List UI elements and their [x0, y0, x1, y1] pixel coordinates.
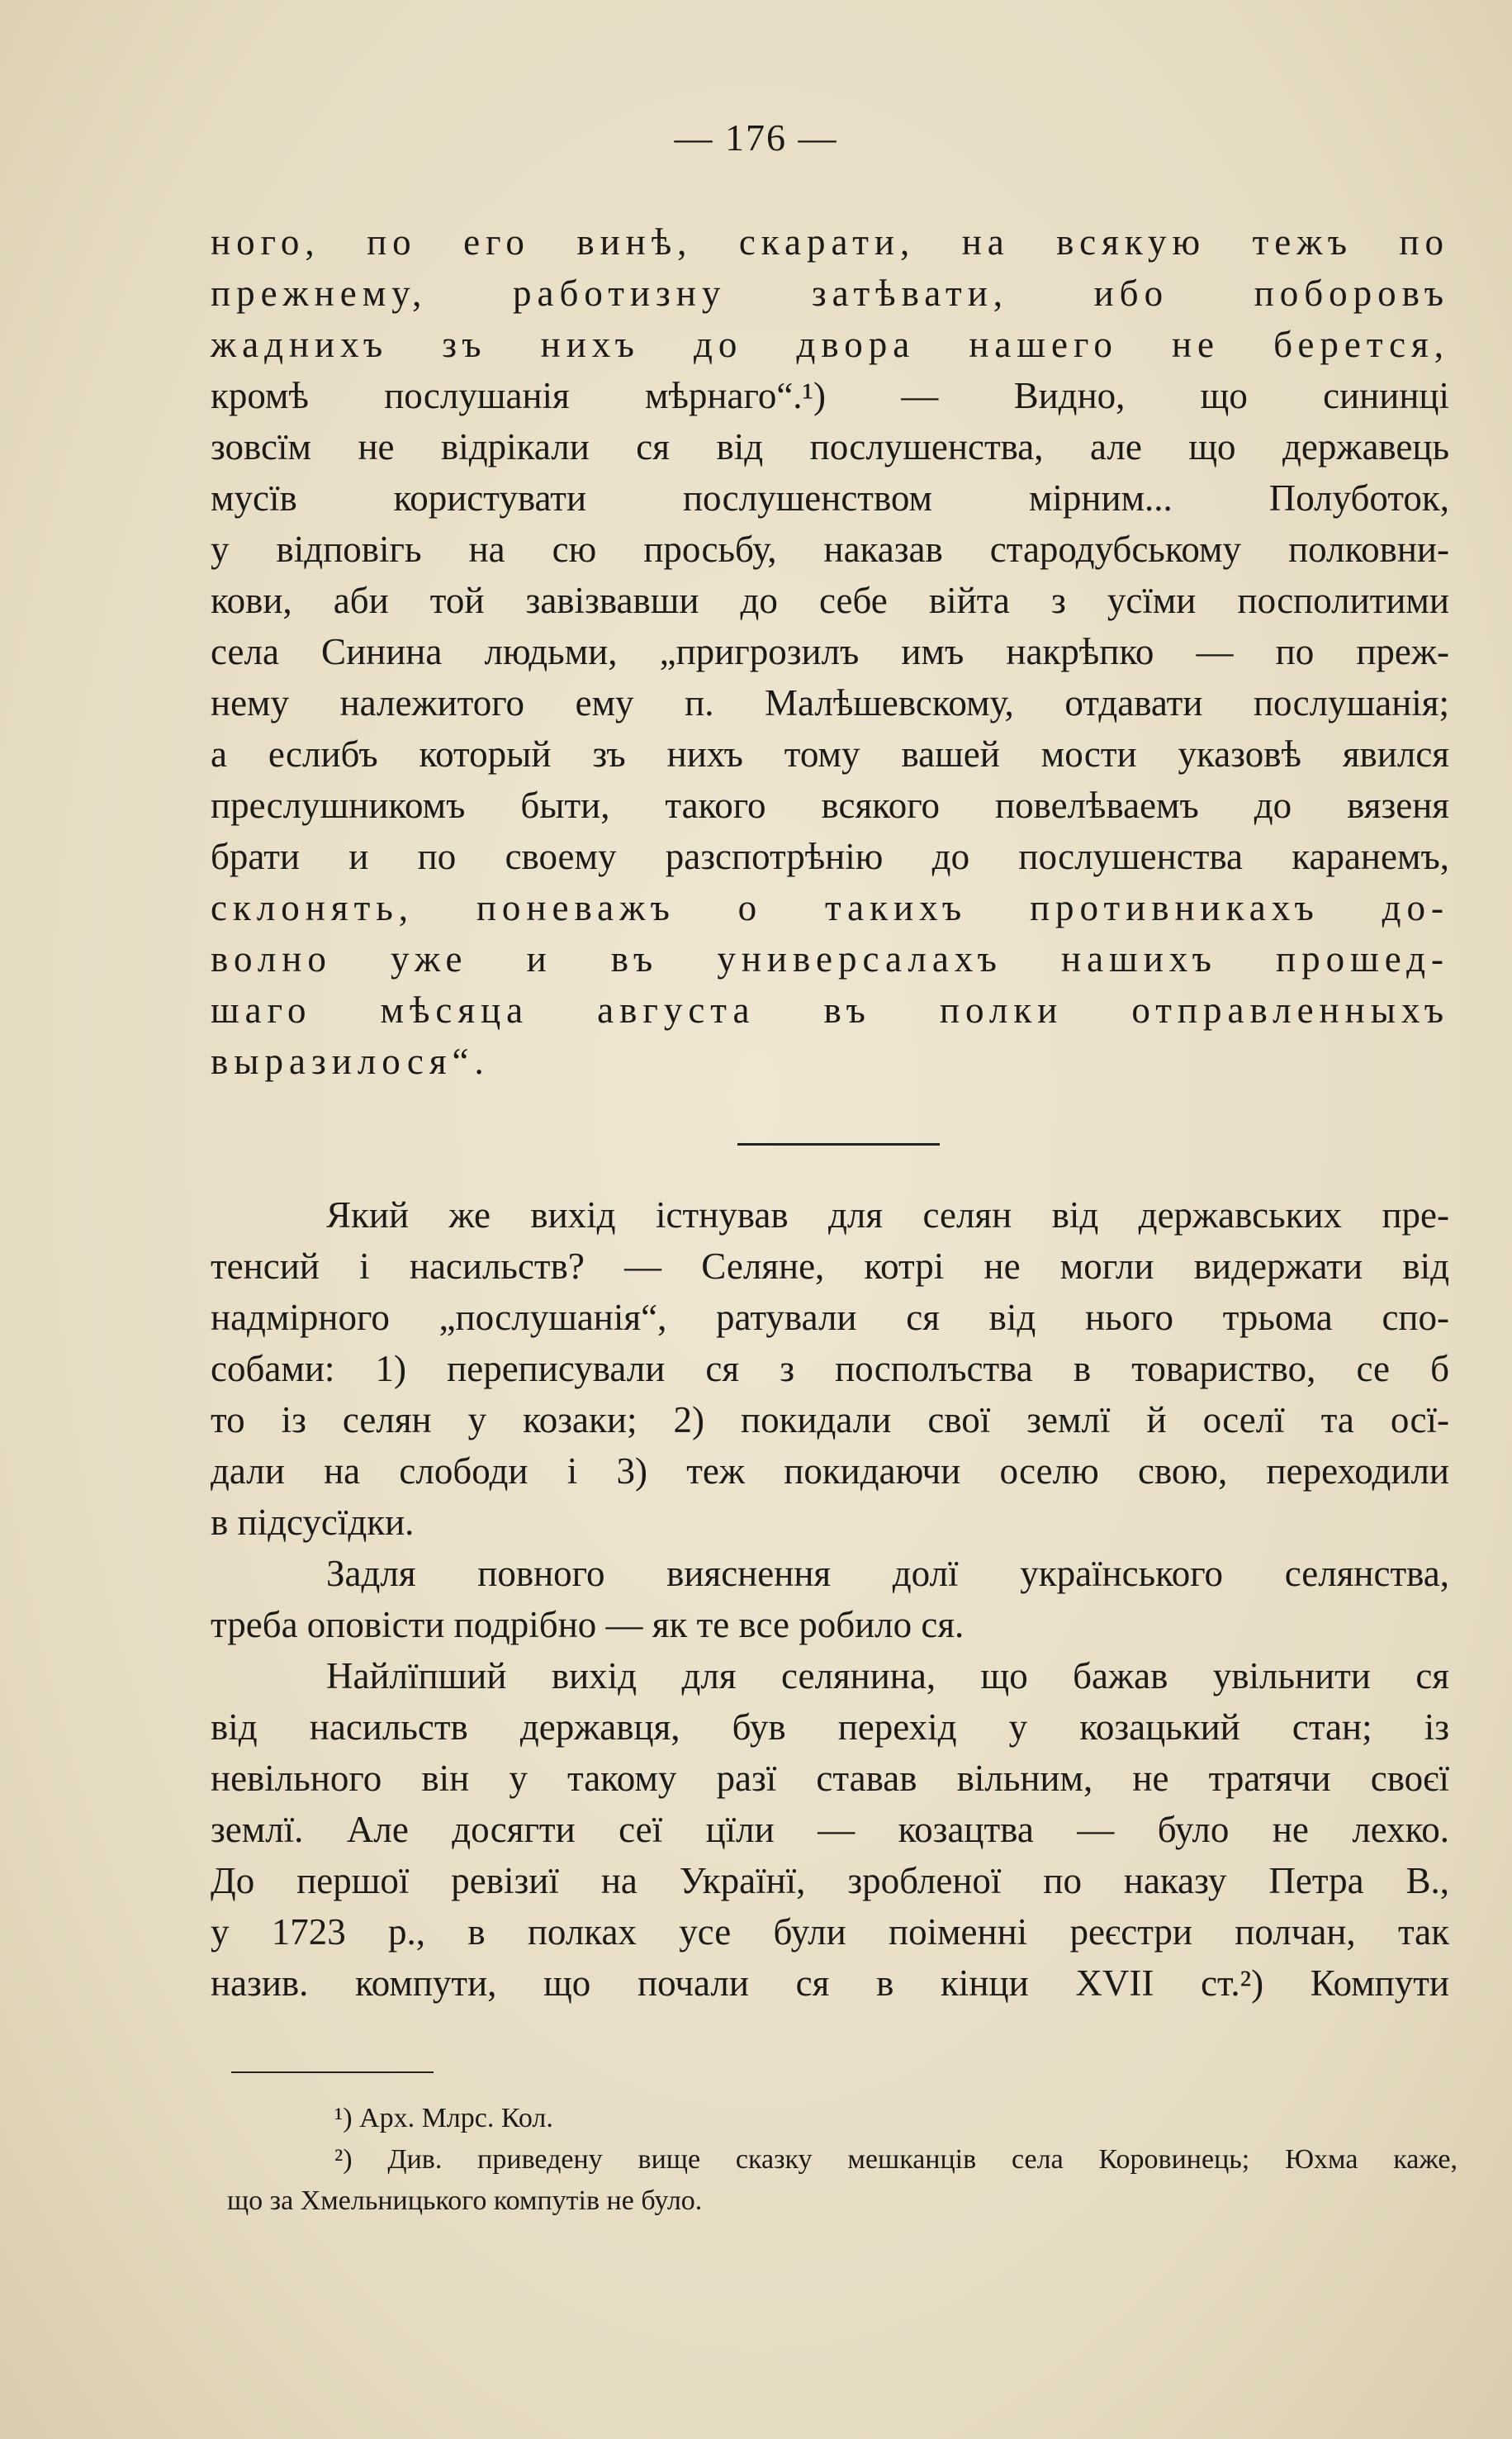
footnote-divider	[231, 2071, 434, 2073]
text-line: шаго мѣсяца августа въ полки отправленныхъ	[211, 989, 1449, 1031]
text-line: тенсий і насильств? — Селяне, котрі не могли видержати від	[211, 1246, 1449, 1287]
text-line: у 1723 р., в полках усе були поіменні реєстри полчан, так	[211, 1911, 1449, 1953]
text-line: кови, аби той завізвавши до себе війта з усїми посполитими	[211, 580, 1449, 621]
text-line: ного, по его винѣ, скарати, на всякую тежъ по	[211, 221, 1449, 263]
footnote-1: ¹) Арх. Млрс. Кол.	[334, 2103, 553, 2133]
text-line: Який же вихід істнував для селян від державських пре-	[326, 1194, 1449, 1236]
text-line: села Синина людьми, „пригрозилъ имъ накрѣпко — по преж-	[211, 631, 1449, 672]
quote-paragraph	[211, 216, 1449, 1087]
text-line: Найлїпший вихід для селянина, що бажав увільнити ся	[326, 1655, 1449, 1696]
text-line: мусїв користувати послушенством мірним... Полуботок,	[211, 477, 1449, 519]
page-number: — 176 —	[674, 116, 838, 159]
section-divider	[737, 1143, 940, 1146]
text-line: у відповігь на сю просьбу, наказав стародубському полковни-	[211, 529, 1449, 570]
text-line: жаднихъ зъ нихъ до двора нашего не берется,	[211, 324, 1449, 365]
text-line: прежнему, работизну затѣвати, ибо поборовъ	[211, 273, 1449, 314]
text-line: склонять, поневажъ о такихъ противникахъ до-	[211, 887, 1449, 928]
text-line: треба оповісти подрібно — як те все робило ся.	[211, 1604, 965, 1645]
text-line: преслушникомъ быти, такого всякого повелѣваемъ до вязеня	[211, 785, 1449, 826]
text-line: До першої ревізиї на Українї, зробленої по наказу Петра В.,	[211, 1860, 1449, 1901]
text-line: дали на слободи і 3) теж покидаючи оселю свою, переходили	[211, 1450, 1449, 1492]
text-line: нему належитого ему п. Малѣшевскому, отдавати послушанія;	[211, 682, 1449, 724]
text-line: волно уже и въ универсалахъ нашихъ прошед-	[211, 938, 1449, 980]
text-line: кромѣ послушанія мѣрнаго“.¹) — Видно, що сининці	[211, 375, 1449, 416]
footnotes	[227, 2098, 1457, 2222]
text-line: а еслибъ который зъ нихъ тому вашей мости указовѣ явился	[211, 733, 1449, 775]
footnote-2-continued: що за Хмельницького компутів не було.	[227, 2185, 703, 2216]
text-line: в підсусїдки.	[211, 1502, 415, 1543]
text-line: собами: 1) переписували ся з посполъства в товариство, се б	[211, 1348, 1449, 1389]
text-line: Задля повного вияснення долї українського селянства,	[326, 1553, 1449, 1594]
text-line: надмірного „послушанія“, ратували ся від нього трьома спо-	[211, 1297, 1449, 1338]
text-line: зовсїм не відрікали ся від послушенства, але що державець	[211, 426, 1449, 467]
text-line: выразилося“.	[211, 1041, 490, 1082]
text-line: від насильств державця, був перехід у козацький стан; із	[211, 1706, 1449, 1748]
text-line: назив. компути, що почали ся в кінци XVII ст.²) Компути	[211, 1962, 1449, 2004]
footnote-2: ²) Див. приведену вище сказку мешканців села Коровинець; Юхма каже,	[334, 2144, 1457, 2175]
text-line: то із селян у козаки; 2) покидали свої землї й оселї та осї-	[211, 1399, 1449, 1440]
main-paragraphs	[211, 1189, 1449, 2009]
text-line: землї. Але досягти сеї цїли — козацтва — було не лехко.	[211, 1809, 1449, 1850]
text-line: невільного він у такому разї ставав вільним, не тратячи своєї	[211, 1758, 1449, 1799]
text-line: брати и по своему разспотрѣнію до послушенства каранемъ,	[211, 836, 1449, 877]
